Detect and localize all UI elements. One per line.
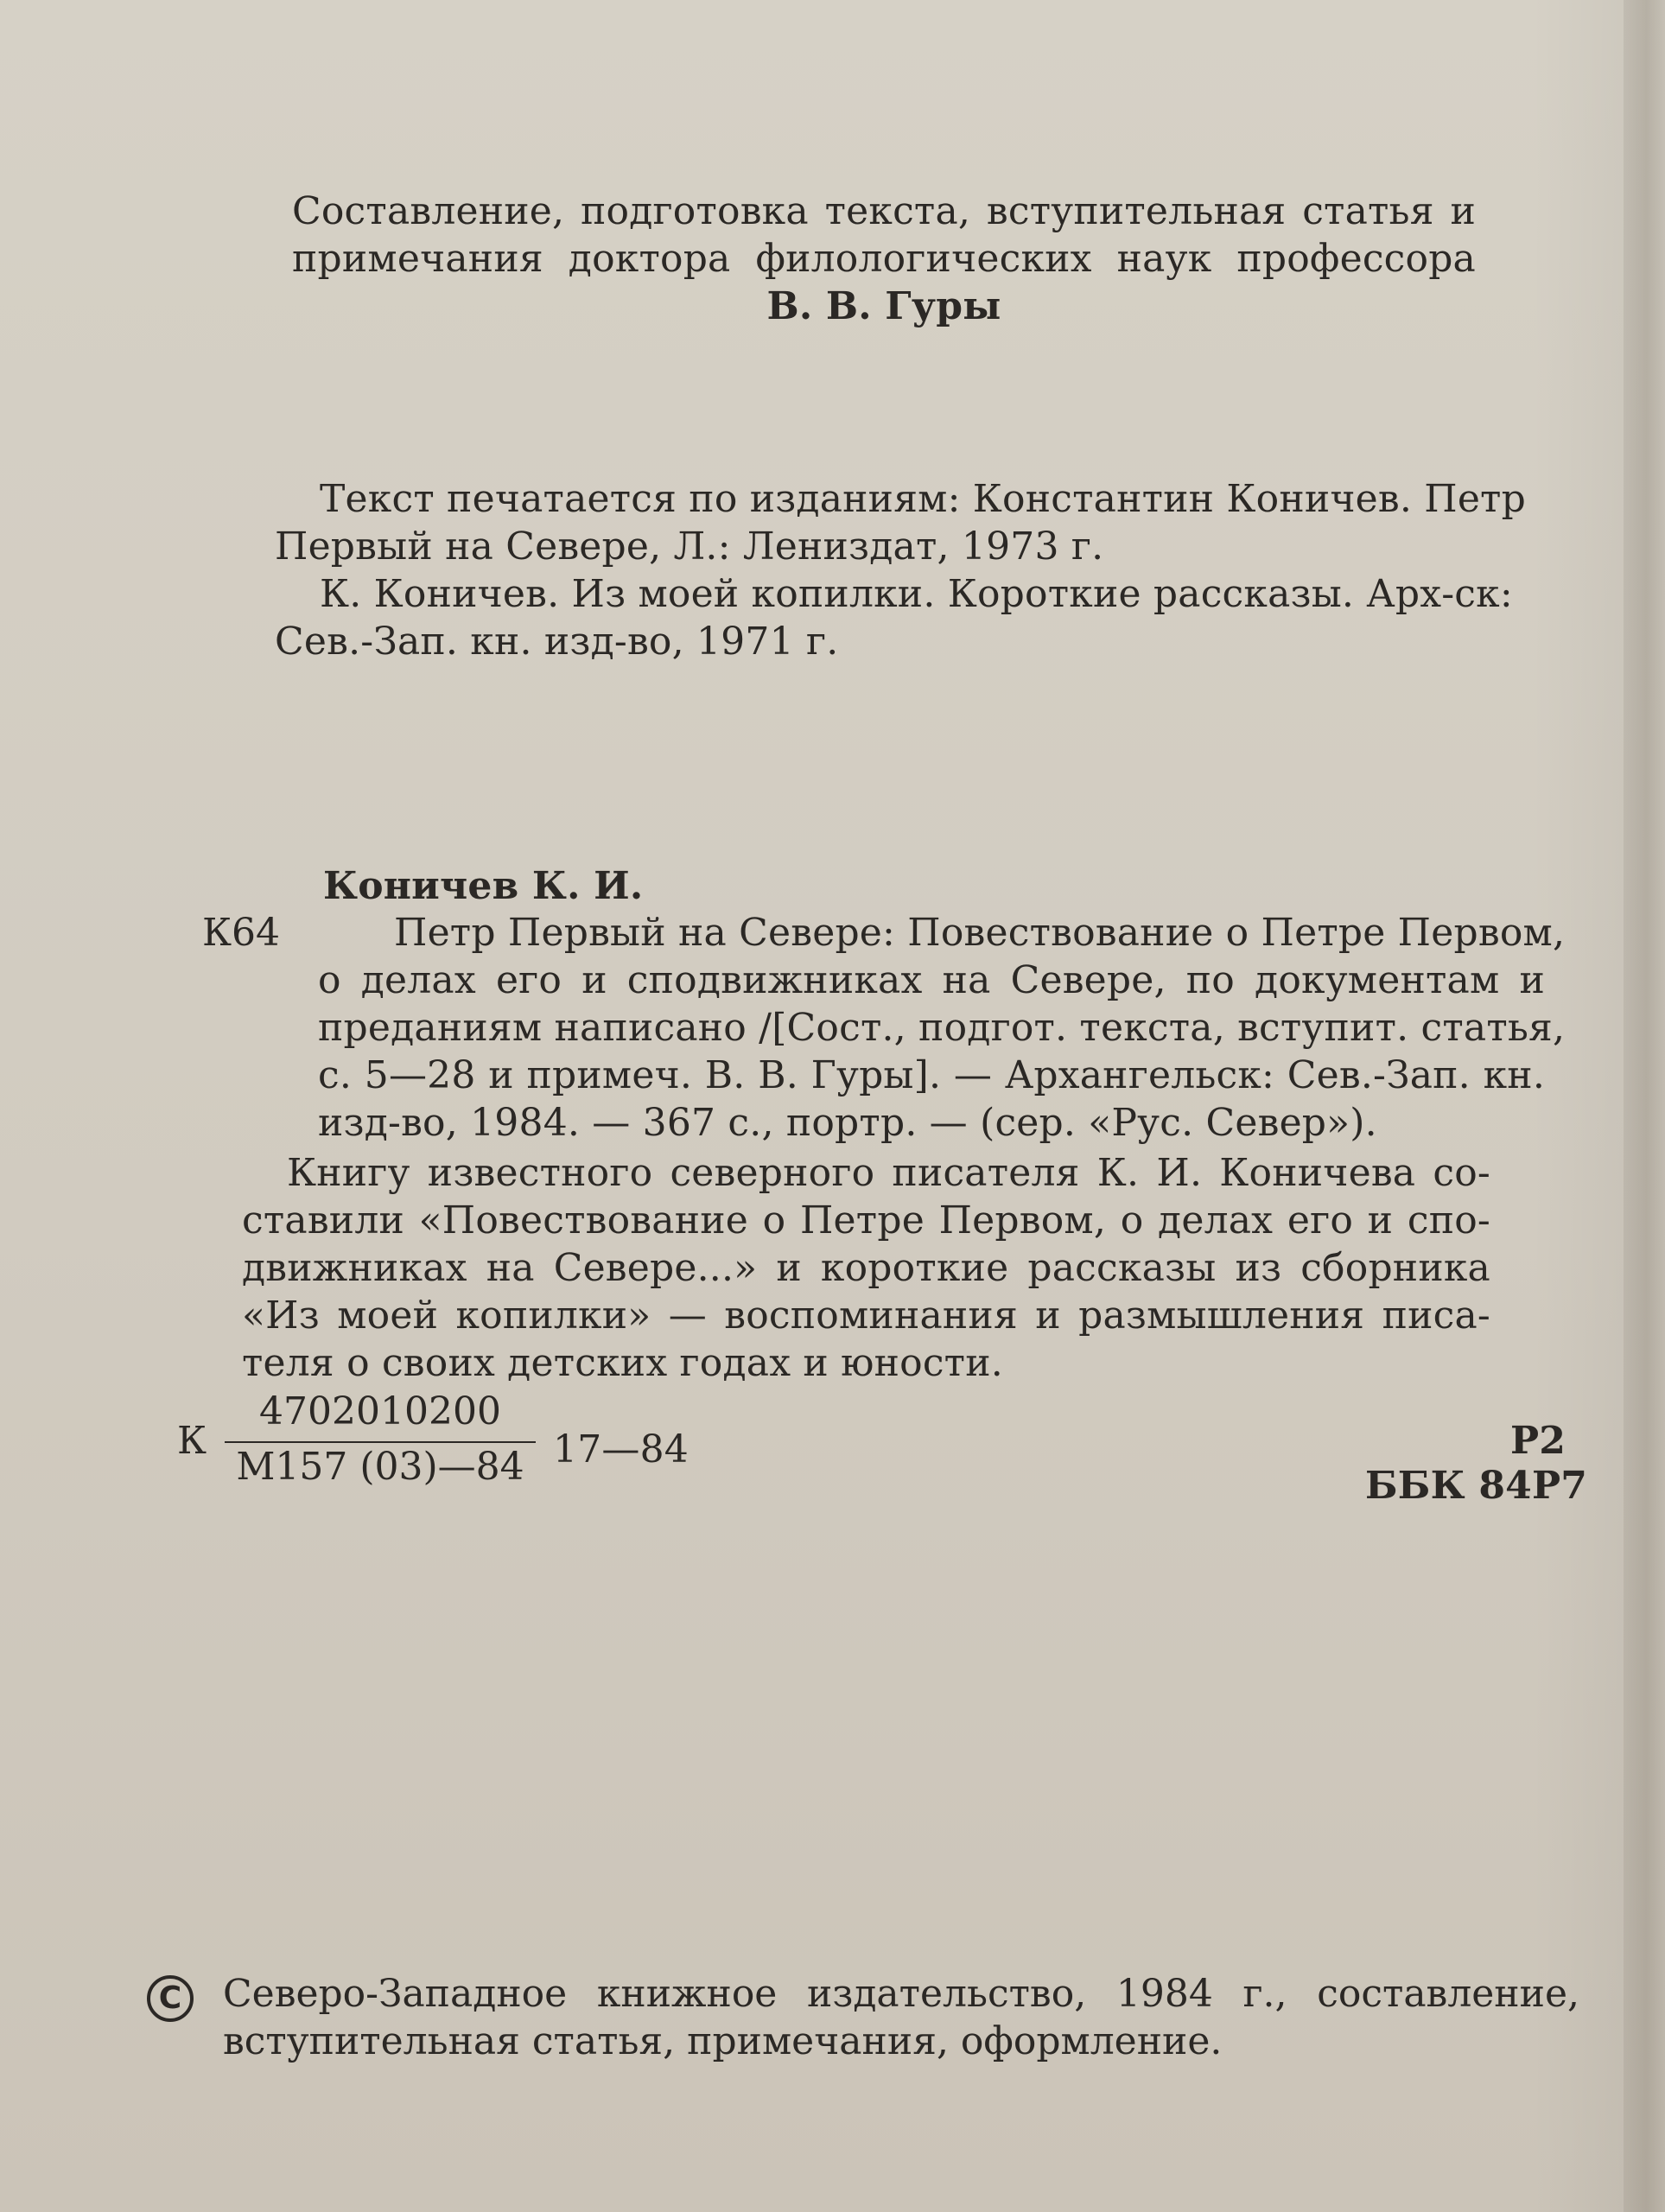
source-editions: [275, 475, 1526, 665]
copyright-icon: С: [147, 1975, 194, 2022]
copyright-notice: [147, 1970, 1581, 2091]
annotation-line-1: Книгу известного северного писателя К. И. Коничева со-: [287, 1151, 1490, 1195]
catalog-entry: [318, 909, 1566, 1147]
annotation-line-3: движниках на Севере...» и короткие рассказы из сборника: [242, 1246, 1490, 1290]
sources-line-4: Сев.-Зап. кн. изд-во, 1971 г.: [275, 620, 839, 664]
compiler-note-line-1: Составление, подготовка текста, вступительная статья и: [292, 189, 1476, 233]
copyright-text: [223, 1970, 1579, 2065]
fraction-denominator: М157 (03)—84: [236, 1445, 524, 1489]
copyright-line-2: вступительная статья, примечания, оформление.: [223, 2019, 1223, 2063]
annotation-line-5: теля о своих детских годах и юности.: [242, 1341, 1003, 1385]
catalog-fraction: [225, 1389, 536, 1497]
catalog-entry-line-1: Петр Первый на Севере: Повествование о Петре Первом,: [394, 911, 1566, 955]
order-number: 17—84: [553, 1427, 689, 1471]
catalog-index: К64: [202, 911, 281, 955]
annotation: [242, 1149, 1490, 1387]
compiler-note: [292, 188, 1476, 330]
annotation-line-2: ставили «Повествование о Петре Первом, о делах его и спо-: [242, 1198, 1490, 1243]
code-k-letter: К: [177, 1419, 207, 1463]
compiler-name: В. В. Гуры: [766, 284, 1001, 328]
catalog-entry-line-2: о делах его и сподвижниках на Севере, по документам и: [318, 958, 1545, 1002]
bbk-code: ББК 84Р7: [1365, 1464, 1588, 1508]
sources-line-1: Текст печатается по изданиям: Константин Коничев. Петр: [320, 477, 1526, 521]
catalog-author: Коничев К. И.: [323, 864, 644, 908]
copyright-line-1: Северо-Западное книжное издательство, 1984 г., составление,: [223, 1972, 1579, 2016]
sources-line-3: К. Коничев. Из моей копилки. Короткие рассказы. Арх-ск:: [320, 572, 1513, 616]
catalog-entry-line-4: с. 5—28 и примеч. В. В. Гуры]. — Архангельск: Сев.-Зап. кн.: [318, 1053, 1545, 1097]
class-code: Р2: [1510, 1419, 1566, 1463]
sources-line-2: Первый на Севере, Л.: Лениздат, 1973 г.: [275, 524, 1104, 569]
catalog-entry-line-5: изд-во, 1984. — 367 с., портр. — (сер. «Рус. Север»).: [318, 1101, 1377, 1145]
fraction-bar: [225, 1441, 536, 1443]
annotation-line-4: «Из моей копилки» — воспоминания и размышления писа-: [242, 1294, 1490, 1338]
page-edge-shadow: [1624, 0, 1665, 2212]
compiler-note-line-2: примечания доктора филологических наук профессора: [292, 237, 1476, 281]
catalog-entry-line-3: преданиям написано /[Сост., подгот. текста, вступит. статья,: [318, 1006, 1566, 1050]
fraction-numerator: 4702010200: [259, 1389, 501, 1433]
